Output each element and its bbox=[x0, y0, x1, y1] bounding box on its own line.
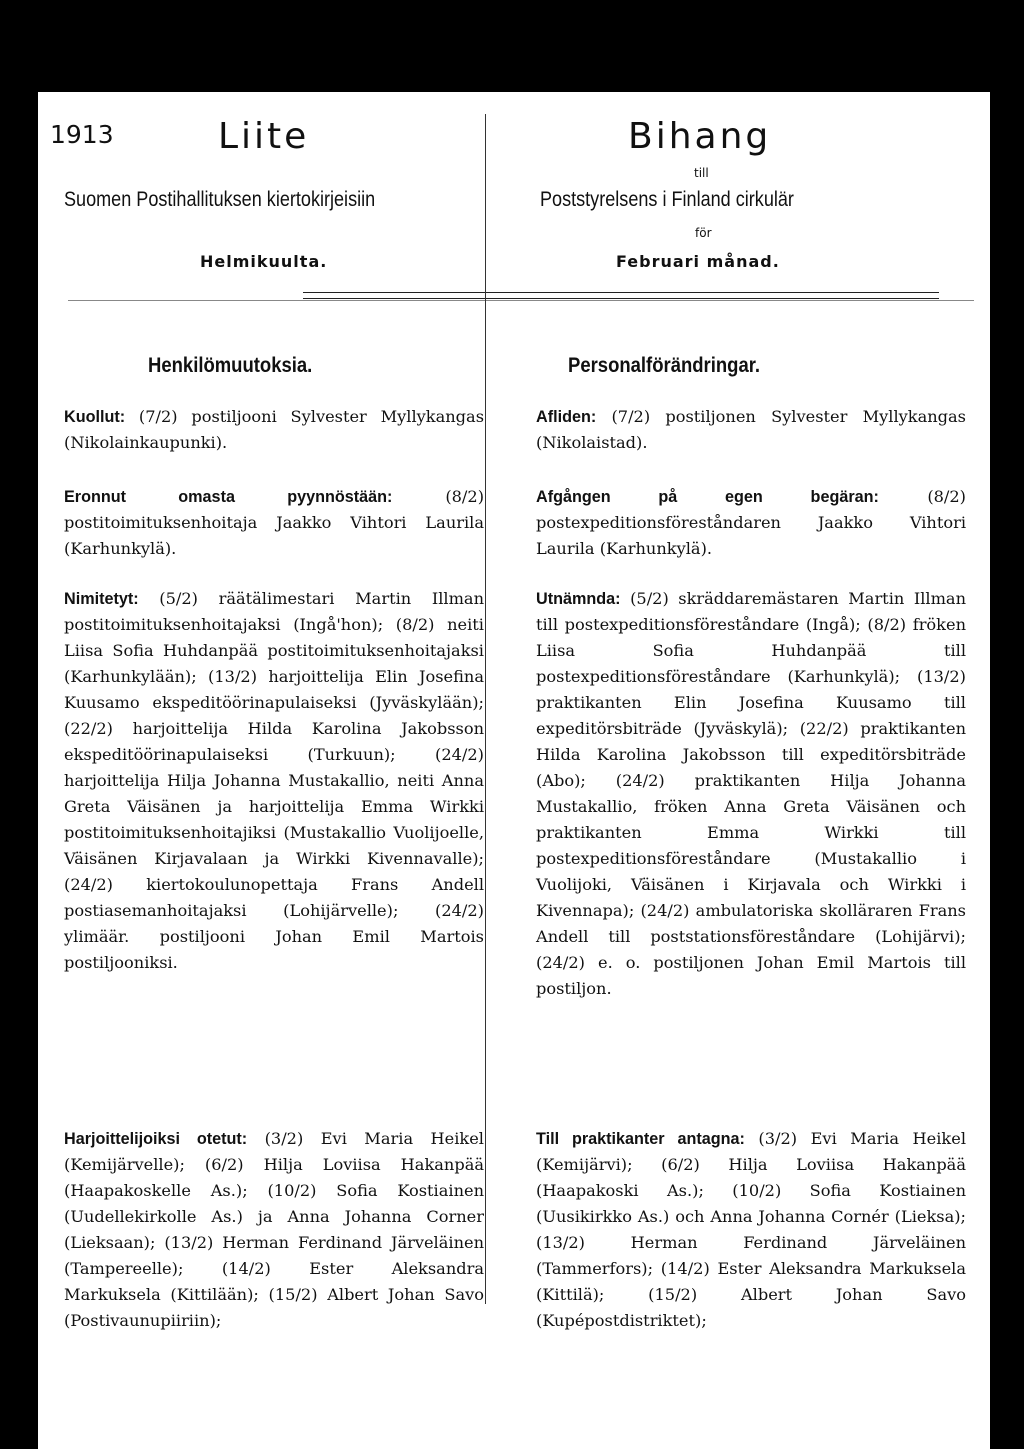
finnish-trainees-text: (3/2) Evi Maria Heikel (Kemijärvelle); (6/2) Hilja Loviisa Hakanpää (Haapakoskelle As.); (10/2) Sofia Kostiainen (Uudellekirkolle As.) ja Anna Johanna Corner (Lieksaan); (13/2) Herman Ferdinand Järveläinen (Tampereelle); (14/2) Ester Aleksandra Markuksela (Kittilään); (15/2) Albert Johan Savo (Postivaunupiiriin); bbox=[64, 1129, 484, 1330]
year: 1913 bbox=[50, 120, 114, 149]
swedish-deceased bbox=[536, 404, 966, 456]
finnish-deceased bbox=[64, 404, 484, 456]
finnish-subtitle: Suomen Postihallituksen kiertokirjeisiin bbox=[64, 188, 376, 211]
finnish-resigned bbox=[64, 484, 484, 562]
swedish-till: till bbox=[694, 166, 709, 180]
swedish-trainees-text: (3/2) Evi Maria Heikel (Kemijärvi); (6/2) Hilja Loviisa Hakanpää (Haapakoski As.); (10/2) Sofia Kostiainen (Uusikirkko As.) och Anna Johanna Cornér (Lieksa); (13/2) Herman Ferdinand Järveläinen (Tammerfors); (14/2) Ester Aleksandra Markuksela (Kittilä); (15/2) Albert Johan Savo (Kupépostdistriktet); bbox=[536, 1129, 966, 1330]
swedish-resigned-lead: Afgången på egen begäran: bbox=[536, 488, 879, 506]
swedish-trainees-lead: Till praktikanter antagna: bbox=[536, 1130, 745, 1148]
finnish-month: Helmikuulta. bbox=[200, 252, 328, 271]
finnish-resigned-text: (8/2) postitoimituksenhoitaja Jaakko Vihtori Laurila (Karhunkylä). bbox=[64, 487, 485, 558]
swedish-for: för bbox=[695, 226, 712, 240]
finnish-heading: Henkilömuutoksia. bbox=[148, 354, 313, 377]
swedish-trainees bbox=[536, 1126, 966, 1334]
swedish-deceased-lead: Afliden: bbox=[536, 408, 597, 426]
finnish-appointed-lead: Nimitetyt: bbox=[64, 590, 139, 608]
finnish-deceased-lead: Kuollut: bbox=[64, 408, 126, 426]
swedish-resigned-text: (8/2) postexpeditionsföreståndaren Jaakko Vihtori Laurila (Karhunkylä). bbox=[536, 487, 966, 558]
finnish-deceased-text: (7/2) postiljooni Sylvester Myllykangas (Nikolainkaupunki). bbox=[64, 407, 484, 452]
document-page bbox=[38, 92, 990, 1449]
swedish-column bbox=[526, 92, 976, 1449]
finnish-resigned-lead: Eronnut omasta pyynnöstään: bbox=[64, 488, 393, 506]
finnish-appointed-text: (5/2) räätälimestari Martin Illman postitoimituksenhoitajaksi (Ingå'hon); (8/2) neiti Liisa Sofia Huhdanpää postitoimituksenhoitajaksi (Karhunkylään); (13/2) harjoittelija Elin Josefina Kuusamo ekspeditöörinapulaiseksi (Jyväskylään); (22/2) harjoittelija Hilda Karolina Jakobsson ekspeditöörinapulaiseksi (Turkuun); (24/2) harjoittelija Hilja Johanna Mustakallio, neiti Anna Greta Väisänen ja harjoittelija Emma Wirkki postitoimituksenhoitajiksi (Mustakallio Vuolijoelle, Väisänen Kirjavalaan ja Wirkki Kivennavalle); (24/2) kiertokoulunopettaja Frans Andell postiasemanhoitajaksi (Lohijärvelle); (24/2) ylimäär. postiljooni Johan Emil Martois postiljooniksi. bbox=[64, 589, 484, 972]
swedish-month: Februari månad. bbox=[616, 252, 780, 271]
swedish-subtitle: Poststyrelsens i Finland cirkulär bbox=[540, 188, 794, 211]
swedish-title: Bihang bbox=[628, 116, 772, 157]
swedish-appointed-lead: Utnämnda: bbox=[536, 590, 621, 608]
column-divider bbox=[485, 114, 486, 1304]
finnish-appointed bbox=[64, 586, 484, 976]
finnish-column bbox=[38, 92, 484, 1449]
finnish-trainees bbox=[64, 1126, 484, 1334]
swedish-appointed bbox=[536, 586, 966, 1002]
finnish-trainees-lead: Harjoittelijoiksi otetut: bbox=[64, 1130, 248, 1148]
swedish-deceased-text: (7/2) postiljonen Sylvester Myllykangas (Nikolaistad). bbox=[536, 407, 966, 452]
swedish-resigned bbox=[536, 484, 966, 562]
finnish-title: Liite bbox=[218, 116, 310, 157]
swedish-heading: Personalförändringar. bbox=[568, 354, 761, 377]
swedish-appointed-text: (5/2) skräddaremästaren Martin Illman till postexpeditionsföreståndare (Ingå); (8/2) fröken Liisa Sofia Huhdanpää till postexpeditionsföreståndare (Karhunkylä); (13/2) praktikanten Elin Josefina Kuusamo till expeditörsbiträde (Jyväskylä); (22/2) praktikanten Hilda Karolina Jakobsson till expeditörsbiträde (Abo); (24/2) praktikanten Hilja Johanna Mustakallio, fröken Anna Greta Väisänen och praktikanten Emma Wirkki till postexpeditionsföreståndare (Mustakallio i Vuolijoki, Väisänen i Kirjavala och Wirkki i Kivennapa); (24/2) ambulatoriska skolläraren Frans Andell till poststationsföreståndare (Lohijärvi); (24/2) e. o. postiljonen Johan Emil Martois till postiljon. bbox=[536, 589, 966, 998]
